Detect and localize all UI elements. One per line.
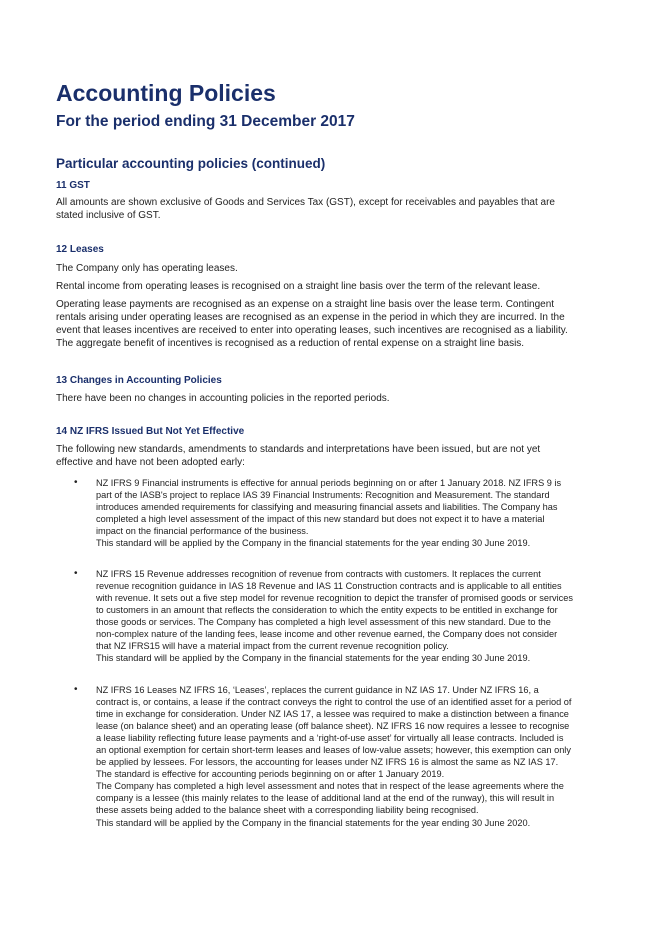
leases-line: Rental income from operating leases is recognised on a straight line basis over the term of the relevant lease. [56, 281, 541, 292]
bullet-line: contract is, or contains, a lease if the contract conveys the right to control the use of an identified asset for a period of [96, 697, 572, 708]
bullet-line: these assets being added to the balance sheet with a corresponding liability being recognised. [96, 805, 479, 816]
section-title: Particular accounting policies (continued) [56, 156, 326, 171]
leases-line: The Company only has operating leases. [56, 263, 238, 274]
bullet-line: completed a high level assessment of the impact of this new standard but does not expect it to have a material [96, 514, 545, 525]
nzifrs-heading: 14 NZ IFRS Issued But Not Yet Effective [56, 426, 245, 437]
leases-line: rentals arising under operating leases are recognised as an expense in the period in which they are incurred. In the [56, 312, 565, 323]
bullet-line: This standard will be applied by the Company in the financial statements for the year ending 30 June 2019. [96, 538, 531, 549]
leases-paragraph-1 [56, 262, 608, 275]
bullet-line: a lease liability reflecting future lease payments and a ‘right-of-use asset’ for virtually all lease contracts. Included is [96, 733, 564, 744]
bullet-line: NZ IFRS 9 Financial instruments is effective for annual periods beginning on or after 1 January 2018. NZ IFRS 9 is [96, 478, 562, 488]
bullet-line: time in exchange for consideration. Under NZ IAS 17, a lessee was required to make a distinction between a finance [96, 709, 569, 720]
bullet-item-ifrs9 [96, 477, 606, 549]
bullet-marker: • [74, 477, 78, 488]
bullet-line: introduces amended requirements for classifying and measuring financial assets and liabilities. The Company has [96, 502, 558, 513]
bullet-line: lease (on balance sheet) and an operating lease (off balance sheet). NZ IFRS 16 now requires a lessee to recognise [96, 721, 570, 732]
bullet-line: impact on the financial performance of the business. [96, 526, 309, 537]
bullet-line: be applied by lessees. For lessors, the accounting for leases under NZ IFRS 16 is almost the same as NZ IAS 17. [96, 757, 559, 768]
changes-heading: 13 Changes in Accounting Policies [56, 375, 222, 386]
gst-paragraph [56, 196, 608, 222]
bullet-line: This standard will be applied by the Company in the financial statements for the year ending 30 June 2019. [96, 653, 531, 664]
bullet-line: The Company has completed a high level assessment and notes that in respect of the lease agreements where the [96, 781, 564, 792]
bullet-line: that NZ IFRS15 will have a material impact from the current revenue recognition policy. [96, 641, 449, 652]
bullet-line: those goods or services. The Company has completed a high level assessment of this new standard. Due to the [96, 617, 551, 628]
nzifrs-intro-line: The following new standards, amendments to standards and interpretations have been issued, but are not yet [56, 444, 541, 455]
bullet-line: company is a lessee (this mainly relates to the lease of additional land at the end of the runway), this will result in [96, 793, 555, 804]
gst-line: All amounts are shown exclusive of Goods and Services Tax (GST), except for receivables and payables that are [56, 197, 555, 208]
bullet-line: with revenue. It sets out a five step model for revenue recognition to depict the transfer of promised goods or services [96, 593, 573, 604]
bullet-line: The standard is effective for accounting periods beginning on or after 1 January 2019. [96, 769, 445, 780]
leases-paragraph-2 [56, 280, 608, 293]
bullet-marker: • [74, 684, 78, 695]
nzifrs-intro-line: effective and have not been adopted early: [56, 457, 245, 468]
leases-line: Operating lease payments are recognised as an expense on a straight line basis over the lease term. Contingent [56, 299, 555, 310]
page-subtitle: For the period ending 31 December 2017 [56, 113, 355, 130]
bullet-line: This standard will be applied by the Company in the financial statements for the year ending 30 June 2020. [96, 817, 531, 828]
bullet-line: non-complex nature of the landing fees, lease income and other revenue earned, the Company does not consider [96, 629, 558, 640]
page-title: Accounting Policies [56, 80, 276, 106]
gst-heading: 11 GST [56, 180, 90, 191]
gst-line: stated inclusive of GST. [56, 210, 161, 221]
bullet-item-ifrs15 [96, 568, 606, 664]
bullet-line: NZ IFRS 15 Revenue addresses recognition of revenue from contracts with customers. It replaces the current [96, 569, 541, 579]
leases-paragraph-3 [56, 298, 608, 350]
bullet-line: an optional exemption for certain short-term leases and leases of low-value assets; however, this exemption can only [96, 745, 571, 756]
bullet-line: to customers in an amount that reflects the consideration to which the entity expects to be entitled in exchange for [96, 605, 558, 616]
changes-line: There have been no changes in accounting policies in the reported periods. [56, 393, 390, 404]
leases-line: event that leases incentives are received to enter into operating leases, such incentives are recognised as a liability. [56, 325, 568, 336]
bullet-line: NZ IFRS 16 Leases NZ IFRS 16, ‘Leases’, replaces the current guidance in NZ IAS 17. Under NZ IFRS 16, a [96, 685, 539, 695]
leases-heading: 12 Leases [56, 244, 104, 255]
bullet-line: revenue recognition guidance in IAS 18 Revenue and IAS 11 Construction contracts and is applicable to all entities [96, 581, 562, 592]
changes-paragraph [56, 392, 608, 405]
bullet-marker: • [74, 568, 78, 579]
bullet-line: part of the IASB's project to replace IAS 39 Financial Instruments: Recognition and Measurement. The standard [96, 490, 550, 501]
nzifrs-intro [56, 443, 608, 469]
leases-line: The aggregate benefit of incentives is recognised as a reduction of rental expense on a straight line basis. [56, 338, 525, 349]
bullet-item-ifrs16 [96, 684, 606, 829]
